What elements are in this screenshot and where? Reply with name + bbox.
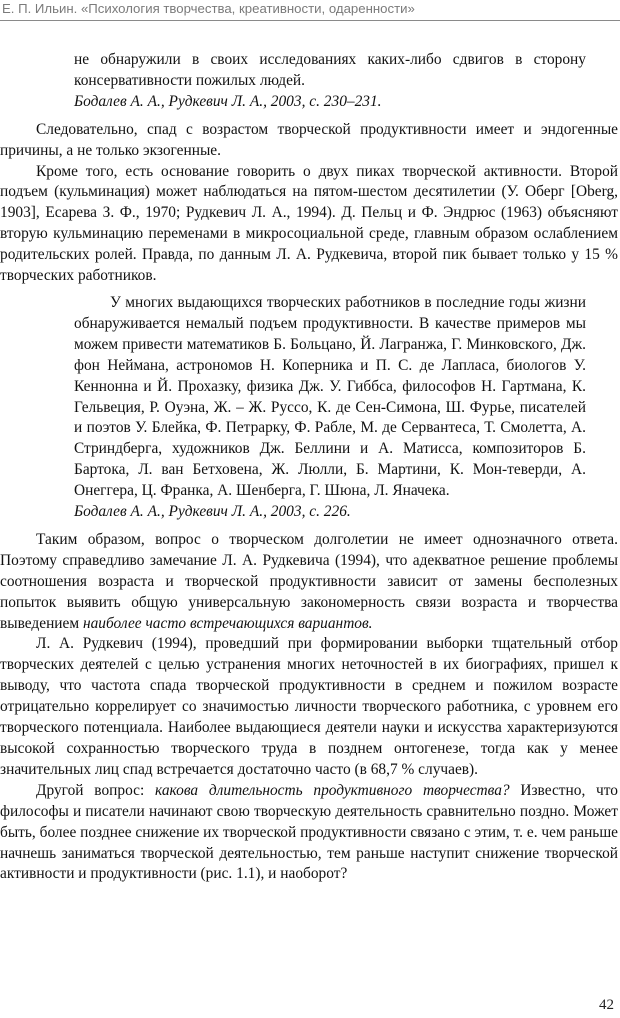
emphasis-text: наиболее часто встречающихся вариантов. (82, 614, 373, 632)
paragraph-text: Таким образом, вопрос о творческом долголетии не имеет однозначного ответа. Поэтому справедливо замечание Л. А. Рудкевича (1994), что адекватное решение проблемы соотношения возраста и творческой продуктивности зависит от замены бесполезных попыток выявить общую универсальную закономерность связи возраста и творчества выведением (0, 530, 618, 632)
emphasis-text: какова длительность продуктивного творчества? (155, 781, 510, 799)
paragraph: Следовательно, спад с возрастом творческой продуктивности имеет и эндогенные причины, а не только экзогенные. (0, 120, 618, 159)
header-rule (0, 20, 620, 21)
paragraph: Л. А. Рудкевич (1994), проведший при формировании выборки тщательный отбор творческих деятелей с целью устранения многих неточностей в их биографиях, пришел к выводу, что частота спада творческой продуктивности в среднем и пожилом возрасте отрицательно коррелирует со значимостью личности творческого работника, с уровнем его творческого потенциала. Наиболее выдающиеся деятели науки и искусства характеризуются высокой сохранностью творческого труда в позднем онтогенезе, тогда как у менее значительных лиц спад встречается достаточно часто (в 68,7 % случаев). (0, 635, 618, 778)
quote-source: Бодалев А. А., Рудкевич Л. А., 2003, с. 226. (74, 503, 351, 521)
page-body (0, 50, 618, 885)
paragraph (0, 781, 618, 886)
quote-block (0, 50, 618, 113)
quote-text: не обнаружили в своих исследованиях каких-либо сдвигов в сторону консервативности пожилых людей. (74, 51, 586, 89)
paragraph (0, 530, 618, 635)
running-header: Е. П. Ильин. «Психология творчества, креативности, одаренности» (2, 1, 415, 16)
paragraph-text: Известно, что философы и писатели начинают свою творческую деятельность сравнительно поздно. Может быть, более позднее снижение их творческой продуктивности связано с этим, т. е. чем раньше начнешь заниматься творческой деятельностью, тем раньше наступит снижение творческой активности и продуктивности (рис. 1.1), и наоборот? (0, 781, 619, 883)
quote-source: Бодалев А. А., Рудкевич Л. А., 2003, с. 230–231. (74, 92, 382, 110)
paragraph-text: Другой вопрос: (36, 781, 156, 799)
paragraph: Кроме того, есть основание говорить о двух пиках творческой активности. Второй подъем (кульминация) может наблюдаться на пятом-шестом десятилетии (У. Оберг [Oberg, 1903], Есарева З. Ф., 1970; Рудкевич Л. А., 1994). Д. Пельц и Ф. Эндрюс (1963) объясняют вторую кульминацию переменами в микросоциальной среде, главным образом ослаблением родительских ролей. Правда, по данным Л. А. Рудкевича, второй пик бывает только у 15 % творческих работников. (0, 162, 618, 285)
quote-text: У многих выдающихся творческих работников в последние годы жизни обнаруживается немалый подъем продуктивности. В качестве примеров мы можем привести математиков Б. Больцано, Й. Лагранжа, Г. Минковского, Дж. фон Неймана, астрономов Н. Коперника и П. С. де Лапласа, биологов У. Кеннонна и Й. Прохазку, физика Дж. У. Гиббса, философов Н. Гартмана, К. Гельвеция, Р. Оуэна, Ж. – Ж. Руссо, К. де Сен-Симона, Ш. Фурье, писателей и поэтов У. Блейка, Ф. Петрарку, Ф. Рабле, М. де Сервантеса, Т. Смолетта, А. Стриндберга, художников Дж. Беллини и А. Матисса, композиторов Б. Бартока, Л. ван Бетховена, Ж. Люлли, Б. Мартини, К. Мон-теверди, А. Онеггера, Ц. Франка, А. Шенберга, Г. Шюна, Л. Яначека. (74, 293, 586, 500)
page-number: 42 (599, 997, 614, 1013)
quote-block (0, 293, 618, 523)
